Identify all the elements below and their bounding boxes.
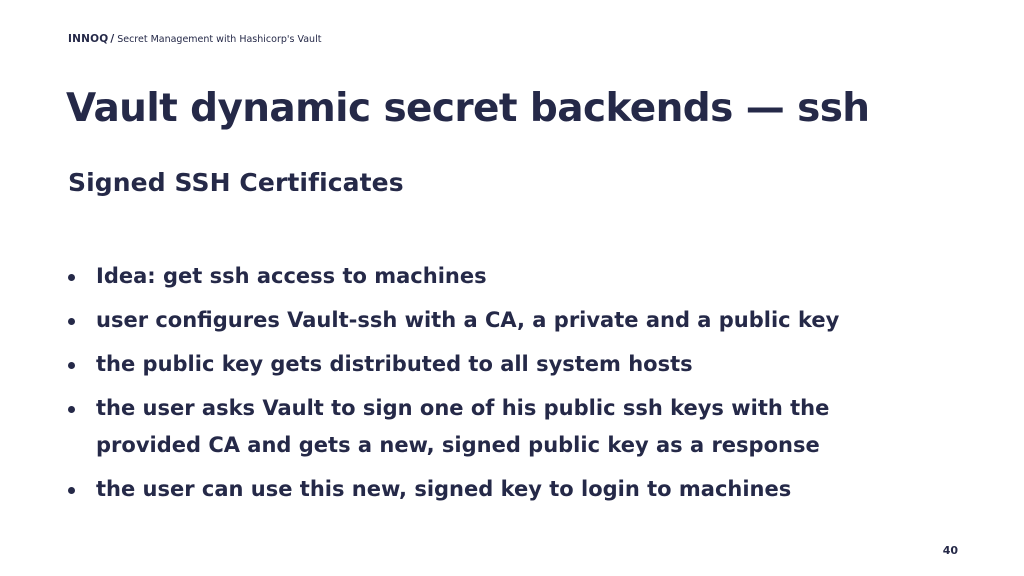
deck-title: Secret Management with Hashicorp's Vault: [117, 34, 322, 45]
bullet-item: [68, 258, 908, 295]
bullet-dot-icon: [68, 487, 75, 494]
bullet-list: [68, 258, 908, 515]
bullet-dot-icon: [68, 362, 75, 369]
bullet-text: the user can use this new, signed key to login to machines: [96, 477, 792, 501]
bullet-item: [68, 471, 908, 508]
bullet-text: the user asks Vault to sign one of his public ssh keys with the provided CA and gets a new, signed public key as a response: [96, 396, 830, 457]
bullet-text: Idea: get ssh access to machines: [96, 264, 487, 288]
bullet-dot-icon: [68, 318, 75, 325]
page-number: 40: [942, 544, 958, 557]
slide-title: Vault dynamic secret backends — ssh: [66, 86, 870, 131]
bullet-dot-icon: [68, 406, 75, 413]
header-separator: /: [110, 33, 115, 45]
brand-logo: INNOQ: [68, 33, 109, 45]
bullet-dot-icon: [68, 274, 75, 281]
header: [68, 33, 321, 47]
bullet-item: [68, 302, 908, 339]
bullet-text: the public key gets distributed to all system hosts: [96, 352, 693, 376]
bullet-item: [68, 390, 908, 464]
bullet-text: user configures Vault-ssh with a CA, a private and a public key: [96, 308, 840, 332]
bullet-item: [68, 346, 908, 383]
slide-subtitle: Signed SSH Certificates: [68, 168, 404, 197]
